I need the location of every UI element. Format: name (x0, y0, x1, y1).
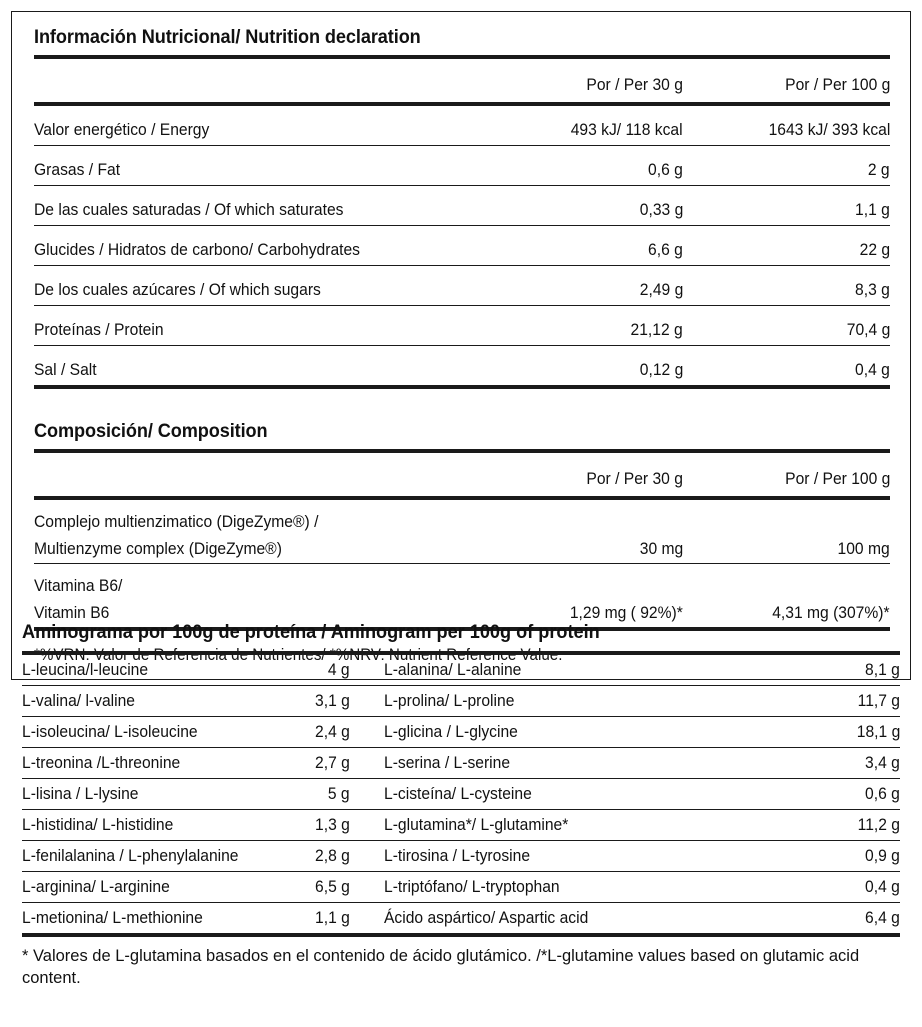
table-row (22, 903, 900, 936)
nutrition-row-label (34, 155, 474, 186)
composition-row-label-line1-text: Vitamina B6/ (34, 576, 123, 595)
amino-left-label-text: L-fenilalanina / L-phenylalanine (22, 846, 239, 865)
composition-header-row (34, 462, 890, 498)
nutrition-row-per100 (689, 315, 890, 346)
row-divider (34, 306, 890, 316)
amino-right-value-text: 11,7 g (857, 691, 900, 710)
table-row (22, 686, 900, 717)
amino-right-value-text: 0,4 g (865, 877, 900, 896)
composition-table-body (34, 451, 890, 640)
table-row (34, 115, 890, 146)
amino-right-value (702, 686, 900, 717)
amino-left-value-text: 4 g (328, 660, 350, 679)
nutrition-row-per30 (474, 235, 689, 266)
nutrition-header-blank (34, 68, 474, 104)
nutrition-row-label-text: Sal / Salt (34, 360, 97, 379)
nutrition-row-per100-text: 1643 kJ/ 393 kcal (768, 120, 890, 139)
composition-row-per100 (689, 536, 890, 564)
table-row (34, 315, 890, 346)
nutrition-row-per30-text: 2,49 g (639, 280, 683, 299)
amino-right-label-text: Ácido aspártico/ Aspartic acid (384, 908, 589, 927)
aminogram-panel (22, 621, 900, 990)
amino-left-value (277, 872, 372, 903)
nutrition-row-label-text: Valor energético / Energy (34, 120, 210, 139)
amino-right-label-text: L-prolina/ L-proline (384, 691, 515, 710)
amino-left-value (277, 810, 372, 841)
nutrition-row-per100 (689, 355, 890, 387)
composition-row-spacer-per30 (474, 573, 689, 600)
composition-row-label-line2-text: Multienzyme complex (DigeZyme®) (34, 539, 282, 558)
composition-row-per30-text: 30 mg (639, 539, 683, 558)
section-gap (34, 398, 888, 418)
amino-right-value-text: 0,9 g (865, 846, 900, 865)
nutrition-row-per100-text: 8,3 g (855, 280, 890, 299)
amino-right-label-text: L-alanina/ L-alanine (384, 660, 522, 679)
amino-left-value-text: 5 g (328, 784, 350, 803)
composition-footnote-text: *%VRN: Valor de Referencia de Nutrientes/ *%NRV: Nutrient Reference Value. (34, 646, 563, 664)
nutrition-row-per100 (689, 275, 890, 306)
row-divider (34, 226, 890, 236)
nutrition-header-per30 (474, 68, 689, 104)
composition-row-label-line1-text: Complejo multienzimatico (DigeZyme®) / (34, 512, 319, 531)
amino-right-value (702, 872, 900, 903)
composition-row-label-line2 (34, 536, 474, 564)
amino-left-label-text: L-histidina/ L-histidine (22, 815, 174, 834)
table-row (22, 748, 900, 779)
amino-left-label-text: L-metionina/ L-methionine (22, 908, 203, 927)
amino-left-value-text: 1,1 g (315, 908, 350, 927)
composition-row-per30 (474, 536, 689, 564)
nutrition-row-label-text: De los cuales azúcares / Of which sugars (34, 280, 321, 299)
nutrition-row-per100-text: 1,1 g (855, 200, 890, 219)
nutrition-header-per100-text: Por / Per 100 g (784, 75, 890, 94)
table-row (34, 509, 890, 536)
amino-left-value-text: 1,3 g (315, 815, 350, 834)
composition-row-spacer-per100 (689, 509, 890, 536)
amino-left-value (277, 779, 372, 810)
nutrition-declaration-table (34, 55, 890, 398)
composition-row-label-line2-text: Vitamin B6 (34, 603, 110, 622)
composition-header-per30 (474, 462, 689, 498)
aminogram-table-body (22, 653, 900, 935)
nutrition-row-label-text: De las cuales saturadas / Of which saturates (34, 200, 344, 219)
amino-left-value-text: 2,8 g (315, 846, 350, 865)
nutrition-header-per100 (689, 68, 890, 104)
amino-left-value (277, 717, 372, 748)
amino-right-label-text: L-serina / L-serine (384, 753, 511, 772)
nutrition-row-per100-text: 22 g (859, 240, 890, 259)
amino-right-label (372, 686, 702, 717)
composition-title: Composición/ Composition (34, 420, 268, 442)
amino-left-value (277, 748, 372, 779)
aminogram-footnote: * Valores de L-glutamina basados en el contenido de ácido glutámico. /*L-glutamine values based on glutamic acid content. (22, 947, 860, 987)
rule-bottom-nutrition (34, 387, 890, 398)
amino-right-label (372, 841, 702, 872)
amino-left-value-text: 2,7 g (315, 753, 350, 772)
composition-table (34, 449, 890, 640)
row-divider (34, 346, 890, 356)
amino-right-value-text: 6,4 g (865, 908, 900, 927)
aminogram-title: Aminograma por 100g de proteína / Aminogram per 100g of protein (22, 621, 600, 643)
row-divider (34, 564, 890, 574)
amino-left-label-text: L-isoleucina/ L-isoleucine (22, 722, 198, 741)
table-row (34, 155, 890, 186)
nutrition-row-per100 (689, 195, 890, 226)
nutrition-row-label-text: Grasas / Fat (34, 160, 121, 179)
composition-row-spacer-per100 (689, 573, 890, 600)
amino-left-label (22, 686, 277, 717)
amino-right-label (372, 903, 702, 936)
amino-left-label (22, 903, 277, 936)
composition-header-per30-text: Por / Per 30 g (586, 469, 683, 488)
nutrition-row-label-text: Glucides / Hidratos de carbono/ Carbohydrates (34, 240, 361, 259)
amino-right-value (702, 841, 900, 872)
amino-left-label (22, 810, 277, 841)
amino-right-value (702, 810, 900, 841)
nutrition-row-label (34, 315, 474, 346)
amino-right-value (702, 653, 900, 686)
nutrition-row-per30 (474, 275, 689, 306)
table-row (34, 275, 890, 306)
amino-right-label (372, 872, 702, 903)
amino-right-label (372, 748, 702, 779)
amino-right-value-text: 18,1 g (856, 722, 900, 741)
table-row (22, 810, 900, 841)
amino-left-value (277, 903, 372, 936)
nutrition-row-per100-text: 0,4 g (855, 360, 890, 379)
amino-left-label (22, 717, 277, 748)
table-row (22, 872, 900, 903)
amino-right-label-text: L-glutamina*/ L-glutamine* (384, 815, 569, 834)
table-row (34, 355, 890, 387)
amino-left-value-text: 2,4 g (315, 722, 350, 741)
composition-row-per100-text: 100 mg (837, 539, 890, 558)
table-row (22, 717, 900, 748)
nutrition-row-label (34, 235, 474, 266)
amino-left-label (22, 748, 277, 779)
composition-row-label-line1 (34, 509, 474, 536)
nutrition-header-per30-text: Por / Per 30 g (586, 75, 683, 94)
nutrition-row-per100-text: 2 g (868, 160, 890, 179)
nutrition-row-per30 (474, 115, 689, 146)
amino-left-value-text: 3,1 g (315, 691, 350, 710)
amino-left-label (22, 841, 277, 872)
amino-right-label (372, 653, 702, 686)
nutrition-row-per30 (474, 155, 689, 186)
nutrition-row-per100 (689, 115, 890, 146)
amino-left-label-text: L-valina/ l-valine (22, 691, 136, 710)
nutrition-row-per30-text: 0,6 g (648, 160, 683, 179)
table-row (34, 536, 890, 564)
row-divider (34, 146, 890, 156)
nutrition-row-per30-text: 6,6 g (648, 240, 683, 259)
table-row (22, 779, 900, 810)
table-row (22, 653, 900, 686)
rule-under-nutrition-header (34, 104, 890, 115)
amino-left-label-text: L-leucina/l-leucine (22, 660, 149, 679)
amino-left-label (22, 872, 277, 903)
nutrition-row-per30-text: 0,12 g (639, 360, 683, 379)
row-divider (34, 266, 890, 276)
table-row (34, 573, 890, 600)
amino-right-label-text: L-tirosina / L-tyrosine (384, 846, 531, 865)
composition-row-spacer-per30 (474, 509, 689, 536)
amino-left-label-text: L-lisina / L-lysine (22, 784, 139, 803)
nutrition-row-per30-text: 21,12 g (630, 320, 683, 339)
nutrition-header-row (34, 68, 890, 104)
amino-left-value-text: 6,5 g (315, 877, 350, 896)
nutrition-row-label (34, 195, 474, 226)
amino-right-value (702, 903, 900, 936)
amino-right-label (372, 717, 702, 748)
amino-right-label (372, 779, 702, 810)
nutrition-row-per100 (689, 235, 890, 266)
table-row (22, 841, 900, 872)
nutrition-row-per30 (474, 355, 689, 387)
amino-left-label (22, 779, 277, 810)
nutrition-row-per100-text: 70,4 g (846, 320, 890, 339)
amino-right-label-text: L-triptófano/ L-tryptophan (384, 877, 560, 896)
amino-right-value-text: 11,2 g (857, 815, 900, 834)
amino-left-label-text: L-treonina /L-threonine (22, 753, 181, 772)
amino-left-value (277, 841, 372, 872)
composition-header-per100-text: Por / Per 100 g (784, 469, 890, 488)
table-row (34, 235, 890, 266)
amino-right-label-text: L-cisteína/ L-cysteine (384, 784, 532, 803)
aminogram-table (22, 651, 900, 937)
amino-right-value (702, 779, 900, 810)
nutrition-row-per30 (474, 315, 689, 346)
amino-right-value (702, 748, 900, 779)
composition-row-per100-text: 4,31 mg (307%)* (772, 603, 890, 622)
amino-left-label (22, 653, 277, 686)
nutrition-row-per30-text: 493 kJ/ 118 kcal (571, 120, 683, 139)
amino-right-value-text: 8,1 g (865, 660, 900, 679)
composition-header-per100 (689, 462, 890, 498)
nutrition-row-per100 (689, 155, 890, 186)
amino-right-value (702, 717, 900, 748)
nutrition-row-label (34, 115, 474, 146)
amino-right-label-text: L-glicina / L-glycine (384, 722, 518, 741)
amino-left-label-text: L-arginina/ L-arginine (22, 877, 170, 896)
amino-left-value (277, 653, 372, 686)
row-divider (34, 186, 890, 196)
nutrition-table-body (34, 57, 890, 398)
composition-header-blank (34, 462, 474, 498)
amino-right-label (372, 810, 702, 841)
composition-row-per30-text: 1,29 mg ( 92%)* (569, 603, 683, 622)
nutrition-row-label (34, 355, 474, 387)
rule-top-nutrition (34, 57, 890, 68)
nutrition-composition-panel (11, 11, 911, 680)
nutrition-declaration-title: Información Nutricional/ Nutrition declaration (34, 26, 421, 48)
composition-row-label-line1 (34, 573, 474, 600)
table-row (34, 195, 890, 226)
nutrition-row-label-text: Proteínas / Protein (34, 320, 164, 339)
rule-top-composition (34, 451, 890, 462)
amino-right-value-text: 0,6 g (865, 784, 900, 803)
nutrition-row-label (34, 275, 474, 306)
nutrition-row-per30 (474, 195, 689, 226)
nutrition-row-per30-text: 0,33 g (639, 200, 683, 219)
amino-right-value-text: 3,4 g (865, 753, 900, 772)
rule-under-composition-header (34, 498, 890, 509)
amino-left-value (277, 686, 372, 717)
